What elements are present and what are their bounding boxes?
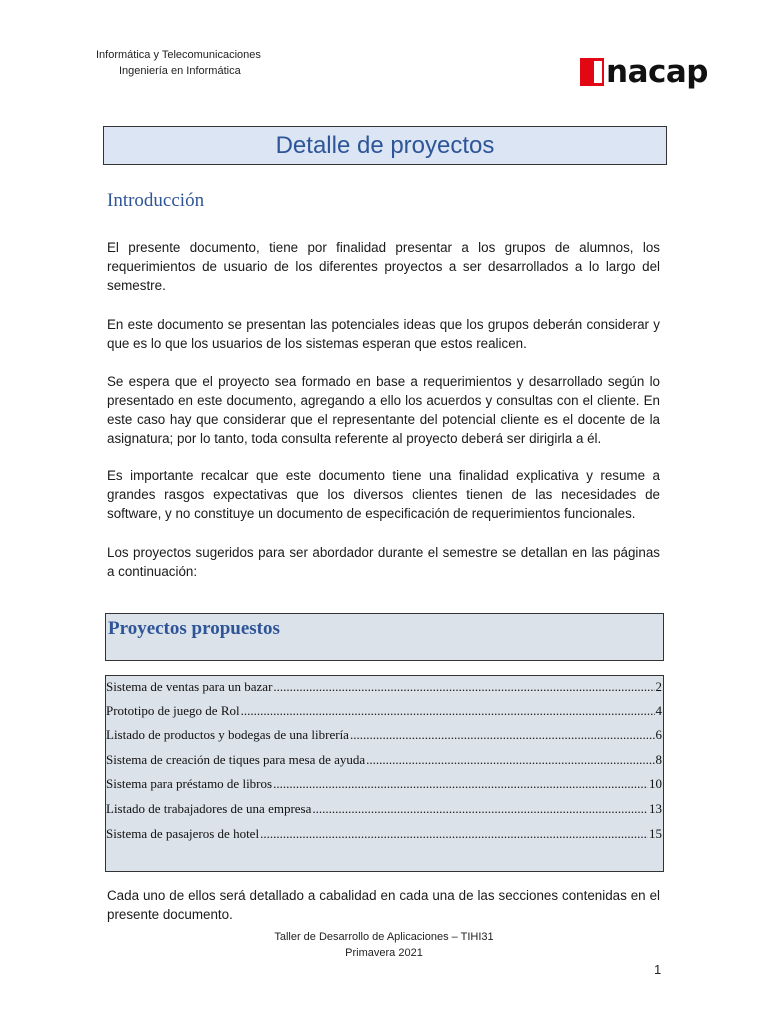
toc-entry[interactable]: [106, 826, 662, 846]
toc-entry-page: 2: [655, 679, 662, 694]
toc-dot-leader: [273, 679, 654, 695]
toc-entry-page: 6: [655, 727, 662, 742]
toc-entry-page: 10: [649, 776, 662, 791]
toc-dot-leader: [260, 826, 648, 842]
toc-entry-page: 8: [655, 752, 662, 767]
toc-entry[interactable]: [106, 679, 662, 699]
toc-entry-page: 4: [655, 703, 662, 718]
toc-entry-page: 13: [649, 801, 662, 816]
inacap-logo: [580, 52, 708, 92]
toc-entry[interactable]: [106, 776, 662, 796]
toc-entry[interactable]: [106, 703, 662, 723]
intro-paragraph-2: En este documento se presentan las potenciales ideas que los grupos deberán considerar y que es lo que los usuarios de los sistemas esperan que estos realicen.: [107, 317, 660, 351]
header-department: Informática y Telecomunicaciones: [96, 49, 261, 61]
toc-dot-leader: [273, 776, 648, 792]
toc-dot-leader: [350, 727, 655, 743]
toc-entry-title: Sistema de creación de tiques para mesa de ayuda: [106, 752, 366, 767]
intro-paragraph-1: El presente documento, tiene por finalidad presentar a los grupos de alumnos, los requerimientos de usuario de los diferentes proyectos a ser desarrollados a lo largo del semestre.: [107, 240, 660, 293]
toc-dot-leader: [312, 801, 648, 817]
toc-entry-title: Prototipo de juego de Rol: [106, 703, 240, 718]
footer-term: Primavera 2021: [345, 947, 423, 959]
toc-entry[interactable]: [106, 727, 662, 747]
toc-entry-title: Sistema para préstamo de libros: [106, 776, 273, 791]
table-of-contents: [105, 675, 664, 872]
header-program: Ingeniería en Informática: [119, 65, 241, 77]
toc-entry-title: Listado de productos y bodegas de una librería: [106, 727, 349, 742]
toc-entry-title: Sistema de pasajeros de hotel: [106, 826, 260, 841]
toc-entry-title: Sistema de ventas para un bazar: [106, 679, 273, 694]
toc-entry[interactable]: [106, 801, 662, 821]
page-number: 1: [654, 962, 662, 977]
projects-heading-box: [105, 613, 664, 661]
header-text: [96, 47, 261, 79]
projects-heading: Proyectos propuestos: [108, 618, 280, 639]
footer-course: Taller de Desarrollo de Aplicaciones – TIHI31: [274, 931, 494, 943]
document-title: Detalle de proyectos: [275, 131, 495, 159]
toc-entry[interactable]: [106, 752, 662, 772]
closing-paragraph: Cada uno de ellos será detallado a cabalidad en cada una de las secciones contenidas en el presente documento.: [107, 888, 660, 922]
logo-mark-icon: [580, 58, 604, 86]
document-title-box: [103, 126, 667, 165]
logo-text: nacap: [606, 54, 708, 90]
intro-paragraph-4: Es importante recalcar que este documento tiene una finalidad explicativa y resume a grandes rasgos expectativas que los diversos clientes tienen de las necesidades de software, y no constituye un documento de especificación de requerimientos funcionales.: [107, 468, 660, 521]
toc-dot-leader: [241, 703, 655, 719]
toc-entry-title: Listado de trabajadores de una empresa: [106, 801, 312, 816]
intro-paragraph-3: Se espera que el proyecto sea formado en base a requerimientos y desarrollado según lo presentado en este documento, agregando a ello los acuerdos y consultas con el cliente. En este caso hay que considerar que el representante del potencial cliente es el docente de la asignatura; por lo tanto, toda consulta referente al proyecto deberá ser dirigirla a él.: [107, 374, 660, 446]
toc-entry-page: 15: [649, 826, 662, 841]
toc-dot-leader: [366, 752, 654, 768]
intro-heading: Introducción: [107, 190, 205, 211]
intro-paragraph-5: Los proyectos sugeridos para ser abordador durante el semestre se detallan en las páginas a continuación:: [107, 545, 660, 579]
